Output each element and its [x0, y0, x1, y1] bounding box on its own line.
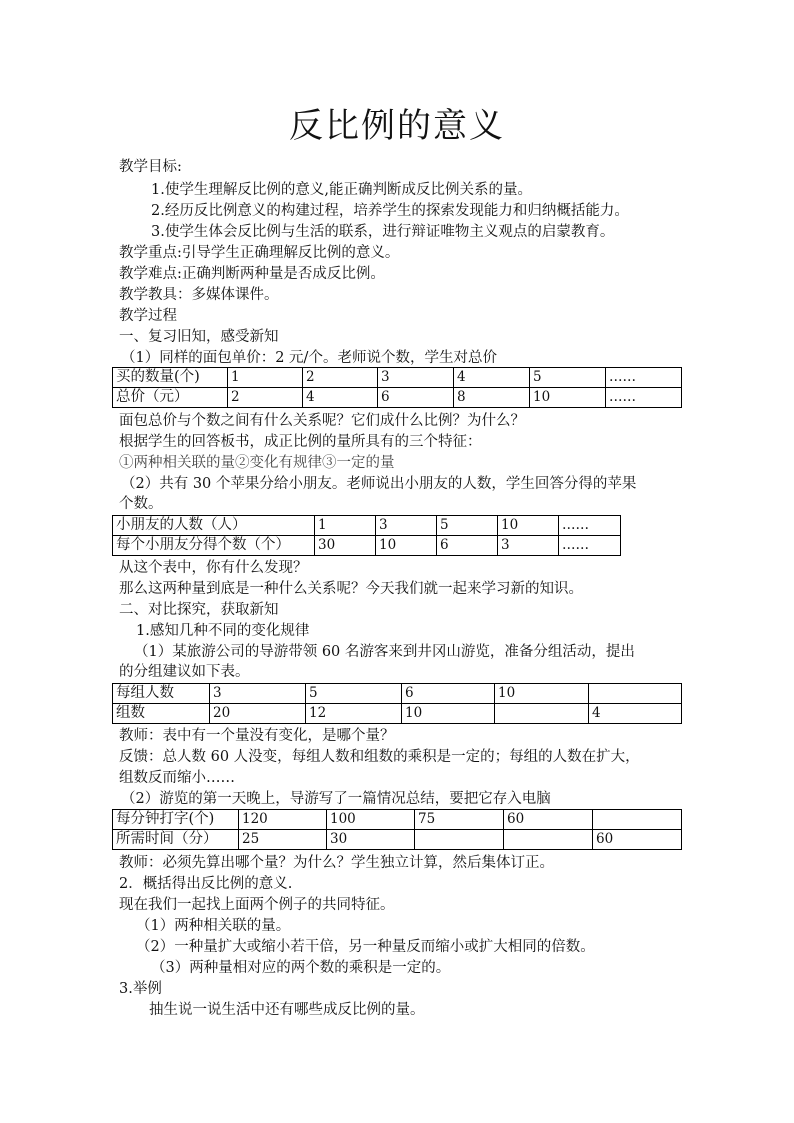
table-cell: 4: [589, 704, 682, 724]
table-cell: 25: [239, 830, 327, 850]
table-row: [113, 810, 682, 830]
table-cell: 30: [315, 536, 376, 556]
page-title: 反比例的意义: [289, 106, 505, 146]
table-cell: 3: [378, 368, 454, 388]
teacher-question-1: 教师：表中有一个量没有变化，是哪个量？: [119, 728, 395, 744]
table-cell: 所需时间（分）: [113, 830, 239, 850]
question-1: 面包总价与个数之间有什么关系呢？它们成什么比例？为什么？: [119, 413, 525, 429]
process-heading: 教学过程: [119, 308, 177, 324]
objective-item-1: 1.使学生理解反比例的意义,能正确判断成反比例关系的量。: [151, 182, 532, 198]
teaching-tools: 教学教具：多媒体课件。: [119, 287, 279, 303]
table-cell: 4: [454, 368, 530, 388]
table-cell: [593, 810, 682, 830]
bread-intro: （1）同样的面包单价：2 元/个。老师说个数，学生对总价: [121, 350, 497, 366]
table-cell: 组数: [113, 704, 210, 724]
table-cell: 10: [498, 516, 559, 536]
table-cell: [504, 830, 593, 850]
table-cell: ……: [606, 388, 682, 408]
table-row: [113, 684, 682, 704]
feedback-line1: 反馈：总人数 60 人没变，每组人数和组数的乘积是一定的；每组的人数在扩大，: [119, 749, 640, 765]
table-cell: [415, 830, 504, 850]
apple-intro-line2: 个数。: [119, 496, 163, 512]
trait-1: （1）两种相关联的量。: [136, 918, 291, 934]
objectives-heading: 教学目标:: [119, 159, 182, 175]
table-cell: 120: [239, 810, 327, 830]
table-cell: 2: [228, 388, 303, 408]
trait-3: （3）两种量相对应的两个数的乘积是一定的。: [151, 960, 451, 976]
table-cell: 总价（元）: [113, 388, 228, 408]
table-cell: 30: [327, 830, 415, 850]
table-cell: 5: [437, 516, 498, 536]
table-cell: 6: [437, 536, 498, 556]
table-row: [113, 536, 621, 556]
table-row: [113, 830, 682, 850]
table-cell: 100: [327, 810, 415, 830]
table-cell: 20: [210, 704, 306, 724]
bread-price-table: [112, 367, 682, 408]
question-4: 那么这两种量到底是一种什么关系呢？今天我们就一起来学习新的知识。: [119, 581, 583, 597]
table-cell: 4: [303, 388, 378, 408]
group-table: [112, 683, 682, 724]
table-cell: ……: [559, 516, 621, 536]
table-cell: 每分钟打字(个): [113, 810, 239, 830]
table-cell: 3: [376, 516, 437, 536]
table-cell: 每个小朋友分得个数（个）: [113, 536, 315, 556]
table-cell: 75: [415, 810, 504, 830]
table-cell: 5: [530, 368, 606, 388]
table-cell: 1: [228, 368, 303, 388]
table-cell: 60: [593, 830, 682, 850]
teacher-question-2: 教师：必须先算出哪个量？为什么？学生独立计算，然后集体订正。: [119, 855, 554, 871]
objective-item-2: 2.经历反比例意义的构建过程，培养学生的探索发现能力和归纳概括能力。: [151, 203, 629, 219]
table-cell: 10: [402, 704, 495, 724]
table-cell: ……: [559, 536, 621, 556]
objective-item-3: 3.使学生体会反比例与生活的联系，进行辩证唯物主义观点的启蒙教育。: [151, 224, 615, 240]
typing-table: [112, 809, 682, 850]
table-cell: 每组人数: [113, 684, 210, 704]
table-cell: [495, 704, 589, 724]
table-cell: 60: [504, 810, 593, 830]
table-row: [113, 704, 682, 724]
table-cell: 6: [402, 684, 495, 704]
tour-intro-line2: 的分组建议如下表。: [119, 664, 250, 680]
section2-heading: 二、对比探究，获取新知: [119, 602, 279, 618]
table-cell: 8: [454, 388, 530, 408]
table-cell: 2: [303, 368, 378, 388]
common-features-intro: 现在我们一起找上面两个例子的共同特征。: [119, 897, 395, 913]
apple-share-table: [112, 515, 621, 556]
question-2: 根据学生的回答板书，成正比例的量所具有的三个特征：: [119, 434, 482, 450]
trait-2: （2）一种量扩大或缩小若干倍，另一种量反而缩小或扩大相同的倍数。: [136, 939, 595, 955]
subsection-1: 1.感知几种不同的变化规律: [136, 623, 310, 639]
question-3: 从这个表中，你有什么发现？: [119, 560, 308, 576]
table-cell: 10: [530, 388, 606, 408]
apple-intro-line1: （2）共有 30 个苹果分给小朋友。老师说出小朋友的人数，学生回答分得的苹果: [121, 476, 637, 492]
typing-intro: （2）游览的第一天晚上，导游写了一篇情况总结，要把它存入电脑: [121, 791, 551, 807]
feedback-line2: 组数反而缩小……: [119, 770, 235, 786]
features-list: ①两种相关联的量②变化有规律③一定的量: [119, 455, 395, 471]
table-cell: 5: [306, 684, 402, 704]
subsection-3: 3.举例: [119, 981, 162, 997]
table-cell: 买的数量(个): [113, 368, 228, 388]
table-cell: [589, 684, 682, 704]
table-cell: 10: [495, 684, 589, 704]
table-row: [113, 368, 682, 388]
table-row: [113, 388, 682, 408]
tour-intro-line1: （1）某旅游公司的导游带领 60 名游客来到井冈山游览，准备分组活动，提出: [134, 644, 635, 660]
table-cell: 小朋友的人数（人）: [113, 516, 315, 536]
table-cell: 12: [306, 704, 402, 724]
table-cell: 1: [315, 516, 376, 536]
section1-heading: 一、复习旧知，感受新知: [119, 329, 279, 345]
key-point: 教学重点:引导学生正确理解反比例的意义。: [119, 245, 400, 261]
table-cell: 6: [378, 388, 454, 408]
table-cell: 3: [210, 684, 306, 704]
subsection-2: 2．概括得出反比例的意义.: [119, 876, 293, 892]
table-cell: 3: [498, 536, 559, 556]
table-cell: ……: [606, 368, 682, 388]
example-text: 抽生说一说生活中还有哪些成反比例的量。: [149, 1002, 425, 1018]
table-row: [113, 516, 621, 536]
table-cell: 10: [376, 536, 437, 556]
difficulty: 教学难点:正确判断两种量是否成反比例。: [119, 266, 385, 282]
